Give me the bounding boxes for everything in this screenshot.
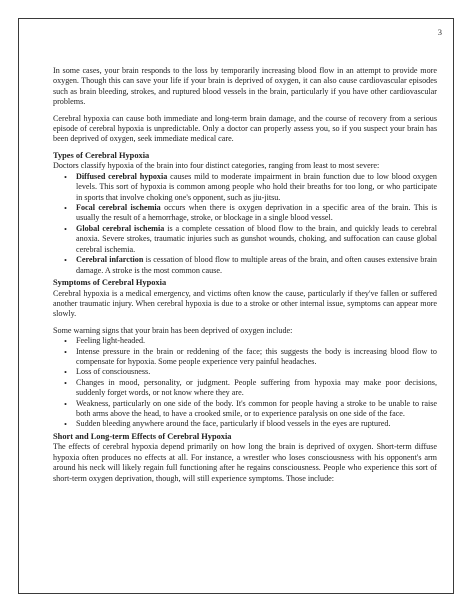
type-description: causes mild to moderate impairment in brain function due to low blood oxygen levels. This sort of hypoxia is common among people who hold their breaths for too long, or who participate in sports that involve choking one's opponent, such as jiu-jitsu. [76, 171, 437, 202]
intro-paragraph-1: In some cases, your brain responds to the loss by temporarily increasing blood flow in an attempt to provide more oxygen. Though this can save your life if your brain is deprived of oxygen, it can also cause cardiovascular episodes such as brain bleeding, strokes, and ruptured blood vessels in the brain, particularly if you have other cardiovascular problems. [53, 66, 437, 107]
symptoms-paragraph-2: Some warning signs that your brain has been deprived of oxygen include: [53, 325, 293, 335]
document-page [18, 18, 454, 594]
list-item [76, 255, 437, 276]
type-description: occurs when there is oxygen deprivation in a specific area of the brain. This is usually the result of a hemorrhage, stroke, or blockage in a single blood vessel. [76, 203, 437, 223]
type-term: Focal cerebral ischemia [76, 203, 161, 213]
page-content [53, 66, 437, 484]
symptoms-list [53, 336, 437, 430]
symptoms-paragraph-1: Cerebral hypoxia is a medical emergency, and victims often know the cause, particularly if they've fallen or suffered another traumatic injury. When cerebral hypoxia is due to a stroke or other internal issue, symptoms can appear more slowly. [53, 288, 437, 319]
type-description: is cessation of blood flow to multiple areas of the brain, and often causes extensive brain damage. A stroke is the most common cause. [76, 255, 437, 275]
list-item: • Weakness, particularly on one side of the body. It's common for people having a stroke to be unable to raise both arms above the head, to have a crooked smile, or to experience paralysis on one side of the face. [76, 399, 437, 420]
types-list [53, 172, 437, 276]
list-item [76, 172, 437, 203]
list-item: • Sudden bleeding anywhere around the face, particularly if blood vessels in the eyes are ruptured. [76, 419, 437, 429]
list-item: • Changes in mood, personality, or judgment. People suffering from hypoxia may make poor decisions, suddenly forget words, or not know where they are. [76, 378, 437, 399]
list-item [76, 203, 437, 224]
effects-paragraph-1: The effects of cerebral hypoxia depend primarily on how long the brain is deprived of oxygen. Short-term diffuse hypoxia often produces no effects at all. For instance, a wrestler who loses consciousness with his opponent's arm around his neck will likely regain full functioning after he regains consciousness. People who experience this sort of short-term oxygen deprivation, though, will still experience symptoms. Those include: [53, 442, 437, 483]
intro-paragraph-2: Cerebral hypoxia can cause both immediate and long-term brain damage, and the course of recovery from a serious episode of cerebral hypoxia is unpredictable. Only a doctor can properly assess you, so if you suspect your brain has been deprived of oxygen, seek immediate medical care. [53, 113, 437, 144]
types-lead: Doctors classify hypoxia of the brain into four distinct categories, ranging from least to most severe: [53, 161, 380, 171]
list-item [76, 224, 437, 255]
type-term: Diffused cerebral hypoxia [76, 171, 168, 181]
type-term: Cerebral infarction [76, 255, 144, 265]
type-term: Global cerebral ischemia [76, 223, 165, 233]
list-item: • Intense pressure in the brain or reddening of the face; this suggests the body is increasing blood flow to compensate for hypoxia. Some people experience very painful headaches. [76, 347, 437, 368]
page-number: 3 [437, 27, 442, 37]
symptoms-heading: Symptoms of Cerebral Hypoxia [53, 277, 167, 287]
list-item: • Loss of consciousness. [76, 367, 437, 377]
type-description: is a complete cessation of blood flow to the brain, and quickly leads to cerebral anoxia. Severe strokes, traumatic injuries such as gunshot wounds, choking, and suffocation can cause global cerebral ischemia. [76, 223, 437, 254]
types-heading: Types of Cerebral Hypoxia [53, 150, 150, 160]
effects-heading: Short and Long-term Effects of Cerebral Hypoxia [53, 431, 232, 441]
list-item: • Feeling light-headed. [76, 336, 437, 346]
